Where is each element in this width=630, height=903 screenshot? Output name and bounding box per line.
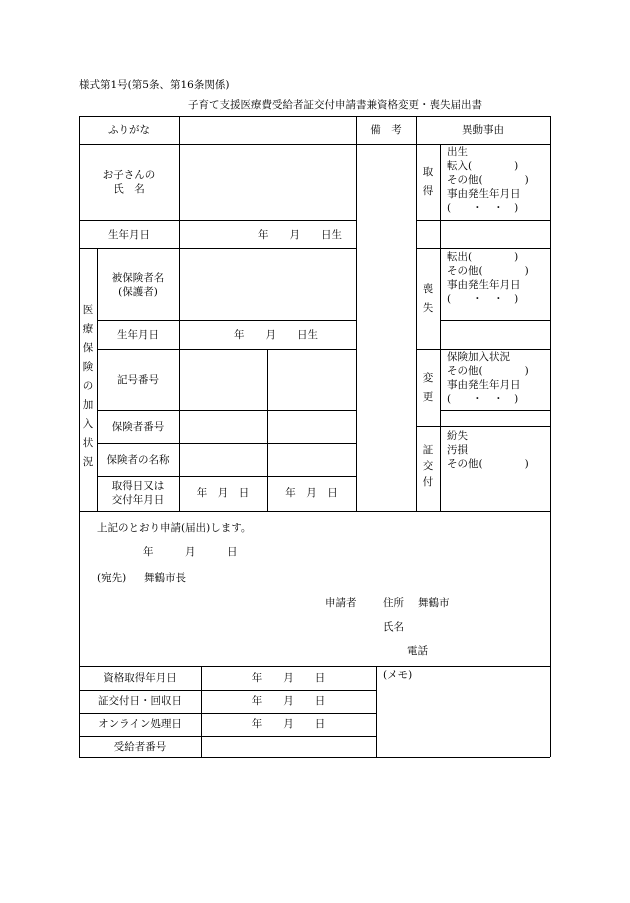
- furigana-field[interactable]: [179, 116, 356, 144]
- office-row-label: 資格取得年月日: [103, 672, 177, 684]
- insured-name-field[interactable]: [179, 248, 356, 320]
- memo-label: (メモ): [383, 669, 413, 681]
- change-items[interactable]: 保険加入状況 その他( ) 事由発生年月日 ( ・ ・ ): [447, 351, 529, 405]
- insured-birthdate-value[interactable]: 年 月 日生: [234, 329, 318, 341]
- child-birthdate-label: 生年月日: [108, 229, 150, 241]
- office-row-label: 証交付日・回収日: [98, 695, 182, 707]
- office-row-value[interactable]: 年 月 日: [251, 718, 326, 730]
- acquired-date-label: 取得日又は 交付年月日: [111, 480, 165, 506]
- insurer-name-label: 保険者の名称: [106, 454, 170, 466]
- insurer-number-field[interactable]: [179, 410, 356, 443]
- symbol-field[interactable]: [179, 349, 267, 410]
- address-value[interactable]: 舞鶴市: [418, 597, 450, 609]
- insured-name-label: 被保険者名 (保護者): [111, 272, 165, 298]
- furigana-label: ふりがな: [108, 124, 150, 136]
- applicant-label: 申請者: [325, 597, 357, 609]
- number-field[interactable]: [267, 349, 356, 410]
- acquire-items[interactable]: 出生 転入( ) その他( ) 事由発生年月日 ( ・ ・ ): [447, 146, 529, 214]
- remarks-field[interactable]: [356, 144, 416, 511]
- office-row-label: 受給者番号: [113, 741, 167, 753]
- office-row-value[interactable]: 年 月 日: [251, 695, 326, 707]
- addressee: 舞鶴市長: [144, 572, 186, 584]
- insurance-section-label: 医療保険の加入状況: [82, 304, 94, 468]
- change-label: 変更: [422, 372, 434, 403]
- child-birthdate-value[interactable]: 年 月 日生: [258, 229, 342, 241]
- insurer-number-label: 保険者番号: [111, 421, 165, 433]
- insurer-name-field[interactable]: [179, 443, 356, 476]
- office-row-label: オンライン処理日: [98, 718, 182, 730]
- cert-label: 証交付: [422, 444, 434, 488]
- symbol-number-label: 記号番号: [117, 374, 159, 386]
- office-row-value[interactable]: 年 月 日: [251, 672, 326, 684]
- application-statement: 上記のとおり申請(届出)します。: [97, 522, 252, 534]
- child-name-field[interactable]: [179, 144, 356, 220]
- form-number: 様式第1号(第5条、第16条関係): [79, 79, 230, 91]
- change-reason-label: 異動事由: [462, 124, 504, 136]
- insured-birthdate-label: 生年月日: [117, 329, 159, 341]
- addressee-label: (宛先): [97, 572, 127, 584]
- phone-label: 電話: [407, 645, 428, 657]
- address-label: 住所: [383, 597, 404, 609]
- memo-field[interactable]: [377, 684, 549, 756]
- name-label: 氏名: [383, 621, 404, 633]
- acquired-date-value[interactable]: 年 月 日: [196, 487, 250, 499]
- issued-date-value[interactable]: 年 月 日: [285, 487, 338, 499]
- loss-label: 喪失: [422, 283, 434, 314]
- remarks-label: 備 考: [370, 124, 402, 136]
- loss-items[interactable]: 転出( ) その他( ) 事由発生年月日 ( ・ ・ ): [447, 251, 529, 305]
- application-date[interactable]: 年 月 日: [143, 546, 238, 558]
- acquire-label: 取得: [422, 166, 434, 197]
- cert-items[interactable]: 紛失 汚損 その他( ): [447, 430, 529, 470]
- child-name-label: お子さんの 氏 名: [102, 169, 156, 195]
- form-title: 子育て支援医療費受給者証交付申請書兼資格変更・喪失届出書: [188, 99, 482, 111]
